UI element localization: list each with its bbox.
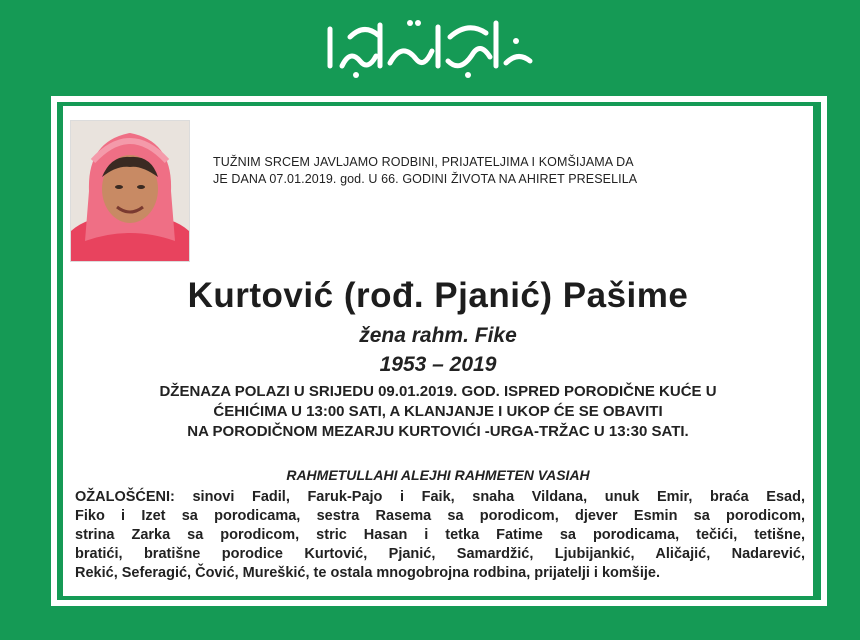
spouse-line: žena rahm. Fike [359,324,517,347]
funeral-details [63,382,813,442]
mourners-line: Fiko i Izet sa porodicama, sestra Rasema sa porodicom, djever Esmin sa porodicom, [75,508,805,524]
deceased-name: Kurtović (rođ. Pjanić) Pašime [187,276,689,315]
mourners-line: Rekić, Seferagić, Čović, Mureškić, te ostala mnogobrojna rodbina, prijatelji i komšije. [75,565,661,581]
intro-announcement [213,154,813,188]
mourners-line: strina Zarka sa porodicom, stric Hasan i tetka Fatime sa porodicama, tečići, tetišne, [75,527,805,543]
mourners-line: OŽALOŠĆENI: sinovi Fadil, Faruk-Pajo i Faik, snaha Vildana, unuk Emir, braća Esad, [75,489,805,505]
mourners-list [75,488,805,583]
life-years: 1953 – 2019 [379,353,497,376]
intro-line: JE DANA 07.01.2019. god. U 66. GODINI ŽIVOTA NA AHIRET PRESELILA [213,172,638,186]
prayer-line: RAHMETULLAHI ALEJHI RAHMETEN VASIAH [286,467,590,483]
obituary-notice [63,106,813,596]
funeral-line: DŽENAZA POLAZI U SRIJEDU 09.01.2019. GOD. ISPRED PORODIČNE KUĆE U [159,383,717,400]
mourners-line: bratići, bratišne porodice Kurtović, Pjanić, Samardžić, Ljubijankić, Aličajić, Nadarević, [75,546,805,562]
intro-line: TUŽNIM SRCEM JAVLJAMO RODBINI, PRIJATELJIMA I KOMŠIJAMA DA [213,155,634,169]
funeral-line: ĆEHIĆIMA U 13:00 SATI, A KLANJANJE I UKOP ĆE SE OBAVITI [213,403,663,420]
calligraphy-header [0,0,860,92]
deceased-portrait-photo [70,120,190,262]
funeral-line: NA PORODIČNOM MEZARJU KURTOVIĆI -URGA-TRŽAC U 13:30 SATI. [187,423,689,440]
arabic-calligraphy-emblem-icon [320,11,540,81]
